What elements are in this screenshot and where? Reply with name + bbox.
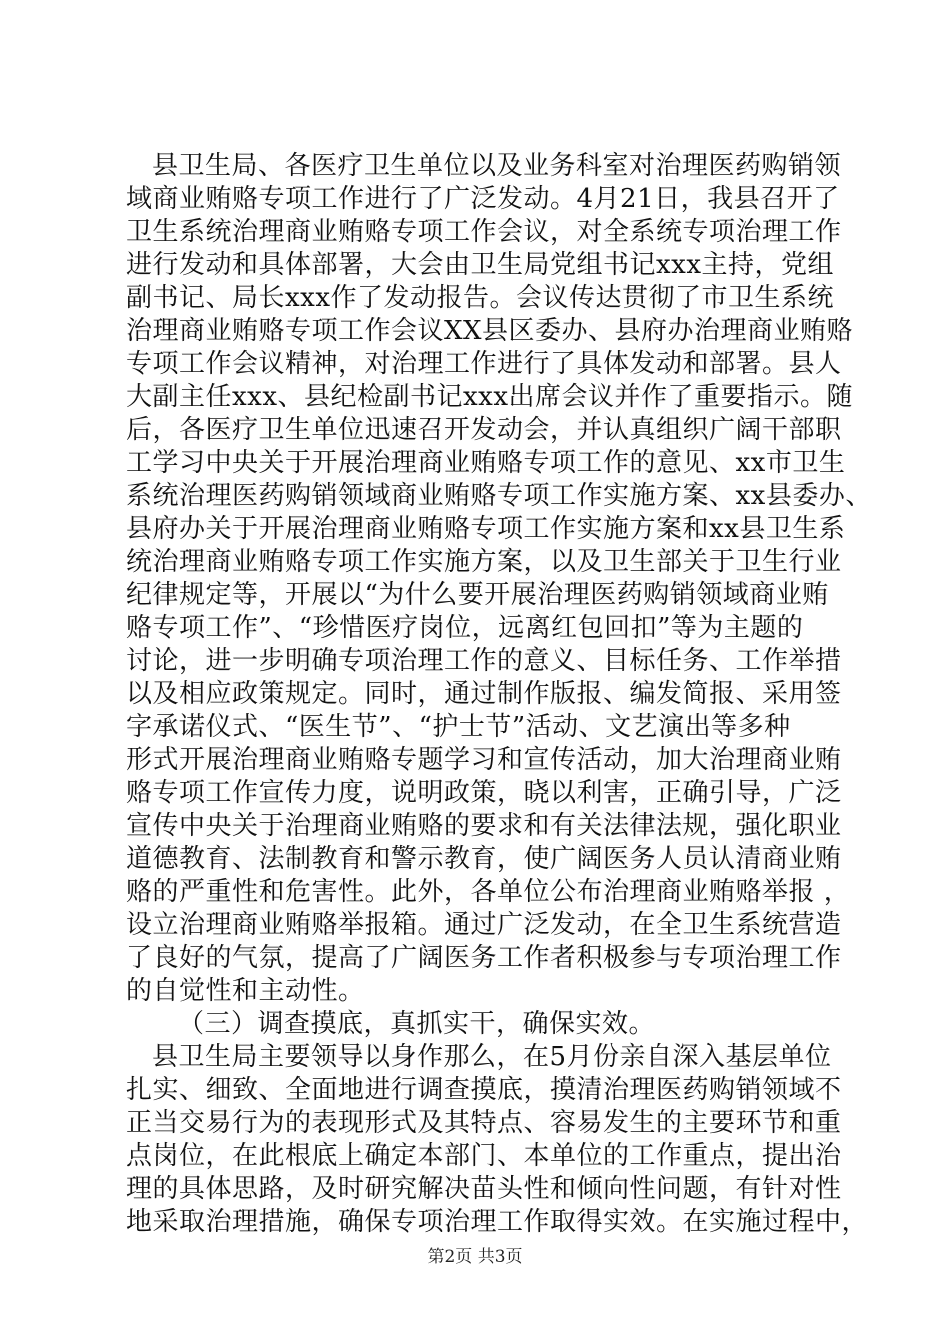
body-text (126, 150, 872, 1239)
text-line: 纪律规定等，开展以“为什么要开展治理医药购销领域商业贿 (126, 580, 829, 610)
text-line: 正当交易行为的表现形式及其特点、容易发生的主要环节和重 (126, 1108, 842, 1138)
text-line: 专项工作会议精神，对治理工作进行了具体发动和部署。县人 (126, 349, 842, 379)
text-line: 理的具体思路，及时研究解决苗头性和倾向性问题，有针对性 (126, 1174, 842, 1204)
text-line: 系统治理医药购销领域商业贿赂专项工作实施方案、xx县委办、 (126, 481, 872, 511)
text-line: 扎实、细致、全面地进行调查摸底，摸清治理医药购销领域不 (126, 1075, 842, 1105)
text-line: 赂专项工作宣传力度，说明政策，晓以利害，正确引导，广泛 (126, 778, 842, 808)
text-line: 域商业贿赂专项工作进行了广泛发动。4月21日，我县召开了 (126, 184, 840, 214)
text-line: 点岗位，在此根底上确定本部门、本单位的工作重点，提出治 (126, 1141, 842, 1171)
page-footer (0, 1242, 950, 1267)
text-line: 副书记、局长xxx作了发动报告。会议传达贯彻了市卫生系统 (126, 283, 834, 313)
text-line: 以及相应政策规定。同时，通过制作版报、编发简报、采用签 (126, 679, 842, 709)
text-line: 地采取治理措施，确保专项治理工作取得实效。在实施过程中， (126, 1207, 869, 1237)
text-line: 字承诺仪式、“医生节”、“护士节”活动、文艺演出等多种 (126, 712, 791, 742)
text-line: 统治理商业贿赂专项工作实施方案，以及卫生部关于卫生行业 (126, 547, 842, 577)
text-line: 讨论，进一步明确专项治理工作的意义、目标任务、工作举措 (126, 646, 842, 676)
text-line: 工学习中央关于开展治理商业贿赂专项工作的意见、xx市卫生 (126, 448, 846, 478)
text-line: 县府办关于开展治理商业贿赂专项工作实施方案和xx县卫生系 (126, 514, 846, 544)
section-heading: （三）调查摸底，真抓实干，确保实效。 (178, 1009, 656, 1039)
text-line: 县卫生局主要领导以身作那么，在5月份亲自深入基层单位 (152, 1042, 832, 1072)
text-line: 形式开展治理商业贿赂专题学习和宣传活动，加大治理商业贿 (126, 745, 842, 775)
text-line: 宣传中央关于治理商业贿赂的要求和有关法律法规，强化职业 (126, 811, 842, 841)
text-line: 设立治理商业贿赂举报箱。通过广泛发动，在全卫生系统营造 (126, 910, 842, 940)
text-line: 的自觉性和主动性。 (126, 976, 365, 1006)
text-line: 进行发动和具体部署，大会由卫生局党组书记xxx主持，党组 (126, 250, 834, 280)
page-number: 第2页 共3页 (427, 1247, 523, 1267)
text-line: 卫生系统治理商业贿赂专项工作会议，对全系统专项治理工作 (126, 217, 842, 247)
text-line: 后，各医疗卫生单位迅速召开发动会，并认真组织广阔干部职 (126, 415, 842, 445)
text-line: 大副主任xxx、县纪检副书记xxx出席会议并作了重要指示。随 (126, 382, 853, 412)
text-line: 赂的严重性和危害性。此外，各单位公布治理商业贿赂举报 ， (126, 877, 851, 907)
text-line: 县卫生局、各医疗卫生单位以及业务科室对治理医药购销领 (152, 151, 842, 181)
text-line: 赂专项工作”、“珍惜医疗岗位，远离红包回扣”等为主题的 (126, 613, 804, 643)
text-line: 道德教育、法制教育和警示教育，使广阔医务人员认清商业贿 (126, 844, 842, 874)
text-line: 治理商业贿赂专项工作会议XX县区委办、县府办治理商业贿赂 (126, 316, 854, 346)
text-line: 了良好的气氛，提高了广阔医务工作者积极参与专项治理工作 (126, 943, 842, 973)
